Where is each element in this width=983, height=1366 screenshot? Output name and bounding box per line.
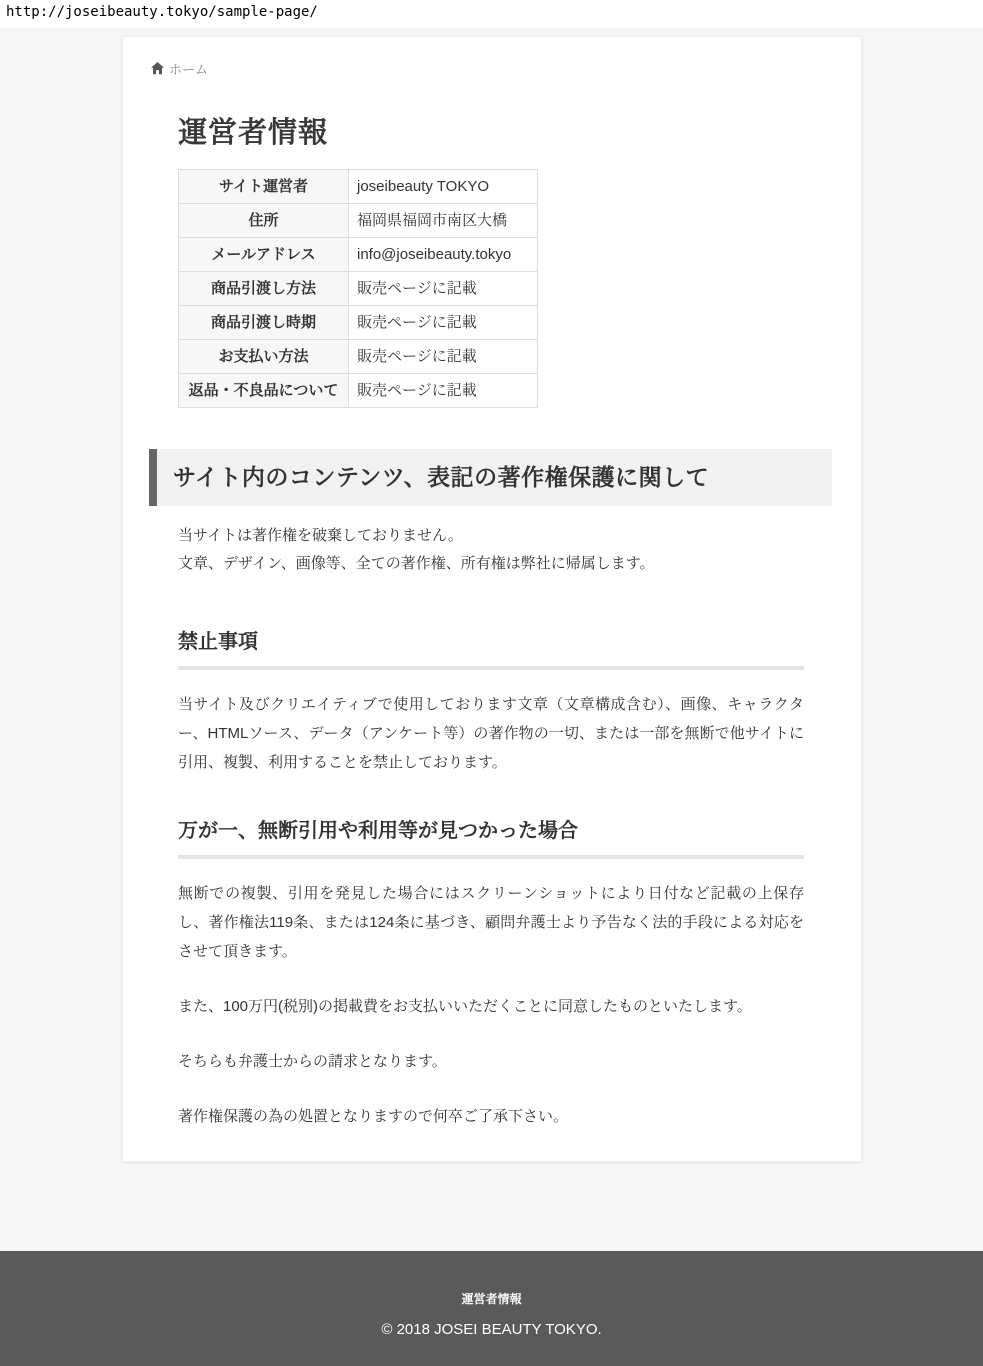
table-row-value: 販売ページに記載 — [349, 306, 538, 340]
breadcrumb — [151, 59, 861, 78]
content-card — [122, 36, 862, 1162]
breadcrumb-home-link[interactable] — [151, 59, 208, 78]
copyright-intro-text — [178, 522, 804, 578]
table-row — [179, 306, 538, 340]
table-row-label: サイト運営者 — [179, 170, 349, 204]
table-row-label: お支払い方法 — [179, 340, 349, 374]
footer-nav-link[interactable]: 運営者情報 — [461, 1292, 522, 1306]
page-title: 運営者情報 — [178, 117, 329, 149]
violation-paragraph: そちらも弁護士からの請求となります。 — [178, 1053, 447, 1070]
operator-info-table — [178, 169, 538, 408]
table-row — [179, 272, 538, 306]
violation-paragraph: 著作権保護の為の処置となりますので何卒ご了承下さい。 — [178, 1108, 569, 1125]
url-text: http://joseibeauty.tokyo/sample-page/ — [0, 0, 983, 28]
violation-paragraph: 無断での複製、引用を発見した場合にはスクリーンショットにより日付など記載の上保存し、著作権法119条、または124条に基づき、顧問弁護士より予告なく法的手段による対応をさせて頂きます。 — [178, 885, 804, 960]
footer — [0, 1251, 983, 1366]
table-row-value: 福岡県福岡市南区大橋 — [349, 204, 538, 238]
table-row — [179, 374, 538, 408]
subsection-heading-prohibited: 禁止事項 — [178, 628, 804, 670]
copyright-intro-line-1: 当サイトは著作権を破棄しておりません。 — [178, 527, 463, 544]
violation-paragraph: また、100万円(税別)の掲載費をお支払いいただくことに同意したものといたします。 — [178, 998, 752, 1015]
footer-copyright: © 2018 JOSEI BEAUTY TOKYO. — [381, 1321, 602, 1338]
table-row-value: 販売ページに記載 — [349, 340, 538, 374]
section-heading-copyright: サイト内のコンテンツ、表記の著作権保護に関して — [149, 449, 832, 506]
table-row — [179, 238, 538, 272]
table-row — [179, 170, 538, 204]
table-row-label: 商品引渡し時期 — [179, 306, 349, 340]
table-row-value: 販売ページに記載 — [349, 272, 538, 306]
table-row — [179, 340, 538, 374]
table-row-label: 住所 — [179, 204, 349, 238]
table-row-label: メールアドレス — [179, 238, 349, 272]
prohibited-body-text: 当サイト及びクリエイティブで使用しております文章（文章構成含む）、画像、キャラクター、HTMLソース、データ（アンケート等）の著作物の一切、または一部を無断で他サイトに引用、複製、利用することを禁止しております。 — [178, 696, 804, 771]
subsection-heading-violation: 万が一、無断引用や利用等が見つかった場合 — [178, 817, 804, 859]
table-row — [179, 204, 538, 238]
table-row-value: joseibeauty TOKYO — [349, 170, 538, 204]
copyright-intro-line-2: 文章、デザイン、画像等、全ての著作権、所有権は弊社に帰属します。 — [178, 555, 655, 572]
breadcrumb-home-label: ホーム — [169, 62, 209, 77]
home-icon — [151, 62, 164, 75]
table-row-label: 返品・不良品について — [179, 374, 349, 408]
table-row-label: 商品引渡し方法 — [179, 272, 349, 306]
page-background — [0, 28, 983, 1251]
table-row-value: info@joseibeauty.tokyo — [349, 238, 538, 272]
table-row-value: 販売ページに記載 — [349, 374, 538, 408]
